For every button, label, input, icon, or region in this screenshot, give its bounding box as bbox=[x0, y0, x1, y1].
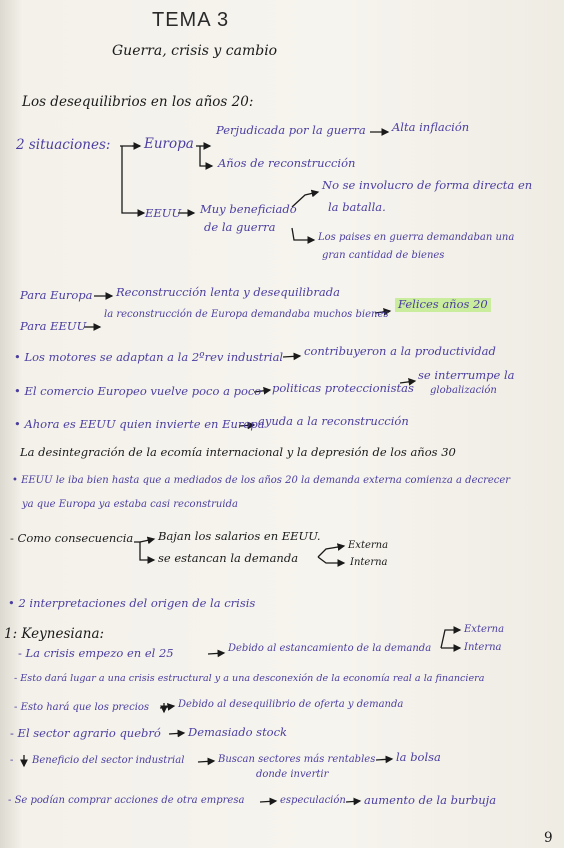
diagram-europa-a-result: Alta inflación bbox=[392, 120, 470, 134]
section3-interpretaciones: • 2 interpretaciones del origen de la crisis bbox=[8, 596, 256, 610]
diagram-europa-a: Perjudicada por la guerra bbox=[216, 123, 366, 137]
k5-c: donde invertir bbox=[256, 769, 329, 780]
section2-estancan: se estancan la demanda bbox=[158, 551, 299, 565]
note-para-eeuu-a: Para EEUU bbox=[20, 319, 87, 333]
k2: - Esto dará lugar a una crisis estructural y a una desconexión de la economía real a la financiera bbox=[14, 673, 485, 684]
diagram-eeuu-a-2: de la guerra bbox=[204, 220, 276, 234]
diagram-root: 2 situaciones: bbox=[16, 137, 111, 153]
k6-c: aumento de la burbuja bbox=[364, 793, 497, 807]
diagram-eeuu-a-1: Muy beneficiado bbox=[200, 202, 297, 216]
note-comercio-a: • El comercio Europeo vuelve poco a poco bbox=[14, 384, 262, 398]
diagram-eeuu-b-1: No se involucro de forma directa en bbox=[322, 178, 533, 192]
section3-keynes: 1: Keynesiana: bbox=[4, 626, 105, 642]
k1-b: Debido al estancamiento de la demanda bbox=[228, 643, 432, 654]
k1-a: - La crisis empezo en el 25 bbox=[18, 646, 174, 660]
k6-b: especulación bbox=[280, 795, 346, 806]
section1-heading: Los desequilibrios en los años 20: bbox=[22, 94, 254, 110]
k1-externa: Externa bbox=[464, 624, 505, 635]
section2-heading: La desintegración de la ecomía internacional y la depresión de los años 30 bbox=[20, 445, 456, 459]
k5-a: Beneficio del sector industrial bbox=[32, 755, 185, 766]
diagram-eeuu-b-2: la batalla. bbox=[328, 200, 386, 214]
note-comercio-d: globalización bbox=[430, 385, 497, 396]
section2-interna: Interna bbox=[350, 557, 388, 568]
k5-d: la bolsa bbox=[396, 750, 441, 764]
k3-a: - Esto hará que los precios bbox=[14, 702, 150, 713]
diagram-eeuu-c-2: gran cantidad de bienes bbox=[322, 250, 445, 261]
k6-a: - Se podían comprar acciones de otra empresa bbox=[8, 795, 245, 806]
page-number: 9 bbox=[544, 830, 553, 846]
diagram-europa-b: Años de reconstrucción bbox=[218, 156, 356, 170]
section2-eeuu-2: ya que Europa ya estaba casi reconstruida bbox=[22, 499, 238, 510]
section2-eeuu-1: • EEUU le iba bien hasta que a mediados de los años 20 la demanda externa comienza a decrecer bbox=[12, 475, 511, 486]
note-para-europa-b: Reconstrucción lenta y desequilibrada bbox=[116, 285, 340, 299]
diagram-eeuu: EEUU bbox=[145, 206, 182, 220]
section2-externa: Externa bbox=[348, 540, 389, 551]
note-comercio-c: se interrumpe la bbox=[418, 368, 515, 382]
note-ahora-b: ayuda a la reconstrucción bbox=[258, 414, 409, 428]
diagram-eeuu-c-1: Los paises en guerra demandaban una bbox=[318, 232, 515, 243]
page-title: TEMA 3 bbox=[152, 9, 230, 31]
note-para-eeuu-b: la reconstrucción de Europa demandaba muchos bienes bbox=[104, 309, 389, 320]
k4-b: Demasiado stock bbox=[188, 725, 288, 739]
note-comercio-b: politicas proteccionistas bbox=[272, 381, 414, 395]
section2-consecuencia: - Como consecuencia bbox=[10, 531, 134, 545]
note-motores-a: • Los motores se adaptan a la 2ºrev industrial bbox=[14, 350, 284, 364]
k5-b: Buscan sectores más rentables bbox=[218, 754, 376, 765]
note-motores-b: contribuyeron a la productividad bbox=[304, 344, 496, 358]
diagram-europa: Europa bbox=[144, 136, 194, 152]
k4-a: - El sector agrario quebró bbox=[10, 726, 161, 740]
note-para-europa-a: Para Europa bbox=[20, 288, 93, 302]
section2-bajan: Bajan los salarios en EEUU. bbox=[158, 529, 321, 543]
note-felices-highlight: Felices años 20 bbox=[395, 298, 491, 312]
page-subtitle: Guerra, crisis y cambio bbox=[112, 43, 278, 59]
k5-dash: - bbox=[10, 755, 14, 766]
k1-interna: Interna bbox=[464, 642, 502, 653]
note-ahora-a: • Ahora es EEUU quien invierte en Europa bbox=[14, 417, 265, 431]
k3-b: Debido al desequilibrio de oferta y demanda bbox=[178, 699, 404, 710]
